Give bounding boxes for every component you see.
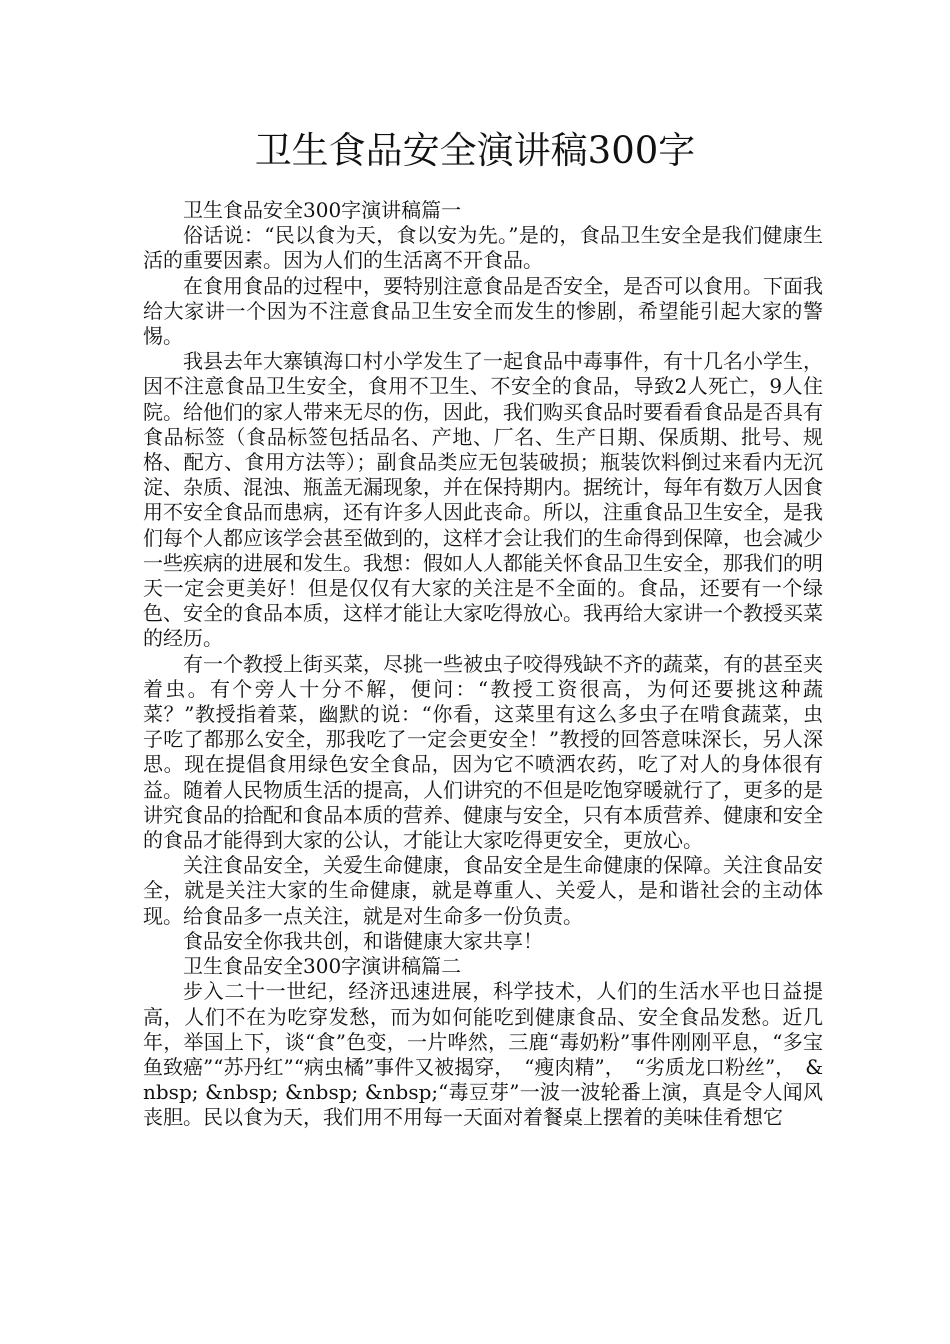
paragraph-slogan: 食品安全你我共创，和谐健康大家共享！ <box>183 928 543 953</box>
document-body <box>143 198 823 1131</box>
document-title: 卫生食品安全演讲稿300字 <box>254 129 696 172</box>
paragraph-heading-1: 卫生食品安全300字演讲稿篇一 <box>183 198 462 222</box>
paragraph: 有一个教授上街买菜，尽挑一些被虫子咬得残缺不齐的蔬菜，有的甚至夹着虫。有个旁人十分不解，便问：“教授工资很高，为何还要挑这种蔬菜？”教授指着菜，幽默的说：“你看，这菜里有这么多虫子在啃食蔬菜，虫子吃了都那么安全，那我吃了一定会更安全！”教授的回答意味深长，另人深思。现在提倡食用绿色安全食品，因为它不喷洒农药，吃了对人的身体很有益。随着人民物质生活的提高，人们讲究的不但是吃饱穿暖就行了，更多的是讲究食品的拾配和食品本质的营养、健康与安全，只有本质营养、健康和安全的食品才能得到大家的公认，才能让大家吃得更安全，更放心。 <box>143 651 823 853</box>
paragraph-heading-2: 卫生食品安全300字演讲稿篇二 <box>183 954 462 979</box>
paragraph: 关注食品安全，关爱生命健康，食品安全是生命健康的保障。关注食品安全，就是关注大家的生命健康，就是尊重人、关爱人，是和谐社会的主动体现。给食品多一点关注，就是对生命多一份负责。 <box>143 853 823 928</box>
paragraph: 我县去年大寨镇海口村小学发生了一起食品中毒事件，有十几名小学生，因不注意食品卫生安全，食用不卫生、不安全的食品，导致2人死亡，9人住院。给他们的家人带来无尽的伤，因此，我们购买食品时要看看食品是否具有食品标签（食品标签包括品名、产地、厂名、生产日期、保质期、批号、规格、配方、食用方法等）；副食品类应无包装破损；瓶装饮料倒过来看内无沉淀、杂质、混浊、瓶盖无漏现象，并在保持期内。据统计，每年有数万人因食用不安全食品而患病，还有许多人因此丧命。所以，注重食品卫生安全，是我们每个人都应该学会甚至做到的，这样才会让我们的生命得到保障，也会减少一些疾病的进展和发生。我想：假如人人都能关怀食品卫生安全，那我们的明天一定会更美好！但是仅仅有大家的关注是不全面的。食品，还要有一个绿色、安全的食品本质，这样才能让大家吃得放心。我再给大家讲一个教授买菜的经历。 <box>143 349 823 651</box>
paragraph: 俗话说：“民以食为天，食以安为先。”是的，食品卫生安全是我们健康生活的重要因素。因为人们的生活离不开食品。 <box>143 223 823 273</box>
paragraph: 在食用食品的过程中，要特别注意食品是否安全，是否可以食用。下面我给大家讲一个因为不注意食品卫生安全而发生的惨剧，希望能引起大家的警惕。 <box>143 273 823 349</box>
paragraph: 步入二十一世纪，经济迅速进展，科学技术，人们的生活水平也日益提高，人们不在为吃穿发愁，而为如何能吃到健康食品、安全食品发愁。近几年，举国上下，谈“食”色变，一片哗然，三鹿“毒奶粉”事件刚刚平息，“多宝鱼致癌”“苏丹红”“病虫橘”事件又被揭穿， “瘦肉精”， “劣质龙口粉丝”， &nbsp; &nbsp; &nbsp; &nbsp;“毒豆芽”一波一波轮番上演，真是令人闻风丧胆。民以食为天，我们用不用每一天面对着餐桌上摆着的美味佳肴想它 <box>143 979 823 1130</box>
